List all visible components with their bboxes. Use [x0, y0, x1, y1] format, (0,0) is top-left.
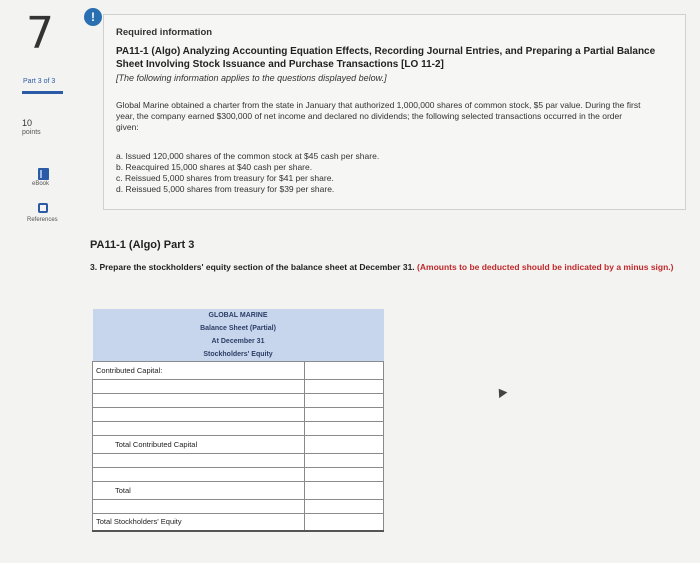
- sheet-statement-name: Balance Sheet (Partial): [93, 322, 384, 335]
- points-value: 10: [22, 118, 33, 128]
- part-indicator[interactable]: Part 3 of 3: [23, 78, 56, 85]
- part-heading: PA11-1 (Algo) Part 3: [90, 239, 195, 251]
- instruction-emphasis: (Amounts to be deducted should be indicated by a minus sign.): [417, 262, 674, 272]
- transaction-item: c. Reissued 5,000 shares from treasury for $41 per share.: [116, 173, 334, 183]
- account-select[interactable]: [93, 453, 305, 467]
- points-label: points: [22, 129, 41, 136]
- alert-icon: !: [84, 8, 102, 26]
- balance-sheet-table: [92, 309, 384, 532]
- problem-intro: Global Marine obtained a charter from the state in January that authorized 1,000,000 shares of common stock, $5 par value. During the first year, the company earned $300,000 of net income and declared no dividends; the following selected transactions occurred in the order given:: [116, 100, 641, 132]
- ebook-link[interactable]: eBook: [32, 181, 50, 187]
- account-select[interactable]: [93, 467, 305, 481]
- amount-input[interactable]: [305, 467, 384, 481]
- account-select[interactable]: [93, 379, 305, 393]
- amount-input[interactable]: [305, 379, 384, 393]
- total-stockholders-equity-label: Total Stockholders' Equity: [93, 513, 305, 531]
- instruction-text: 3. Prepare the stockholders' equity section of the balance sheet at December 31.: [90, 262, 415, 272]
- transaction-item: d. Reissued 5,000 shares from treasury for $39 per share.: [116, 184, 335, 194]
- transaction-item: a. Issued 120,000 shares of the common stock at $45 cash per share.: [116, 151, 380, 161]
- total-contributed-capital-input[interactable]: [305, 435, 384, 453]
- amount-cell: [305, 361, 384, 379]
- amount-input[interactable]: [305, 421, 384, 435]
- total-label: Total: [93, 481, 305, 499]
- references-link[interactable]: References: [27, 217, 58, 223]
- required-information-heading: Required information: [116, 27, 213, 38]
- account-select[interactable]: [93, 499, 305, 513]
- account-select[interactable]: [93, 407, 305, 421]
- amount-input[interactable]: [305, 499, 384, 513]
- problem-title: PA11-1 (Algo) Analyzing Accounting Equation Effects, Recording Journal Entries, and Preparing a Partial Balance Sheet Involving Stock Issuance and Purchase Transactions [LO 11-2]: [116, 46, 656, 70]
- applies-note: [The following information applies to the questions displayed below.]: [116, 73, 387, 83]
- transaction-list: [116, 151, 379, 195]
- amount-input[interactable]: [305, 453, 384, 467]
- total-contributed-capital-label: Total Contributed Capital: [93, 435, 305, 453]
- total-stockholders-equity-input[interactable]: [305, 513, 384, 531]
- sheet-section: Stockholders' Equity: [93, 348, 384, 361]
- account-select[interactable]: [93, 421, 305, 435]
- part-progress-bar: [22, 91, 63, 94]
- required-information-panel: [103, 14, 686, 210]
- sheet-date: At December 31: [93, 335, 384, 348]
- total-input[interactable]: [305, 481, 384, 499]
- instruction: [90, 262, 686, 273]
- references-icon[interactable]: [38, 203, 48, 213]
- part-progress-fill: [22, 91, 63, 94]
- account-select[interactable]: [93, 393, 305, 407]
- ebook-icon[interactable]: [38, 168, 49, 180]
- transaction-item: b. Reacquired 15,000 shares at $40 cash per share.: [116, 162, 313, 172]
- left-rail: [0, 0, 76, 563]
- sheet-company-name: GLOBAL MARINE: [93, 309, 384, 322]
- question-number: 7: [26, 8, 54, 59]
- contributed-capital-label: Contributed Capital:: [93, 361, 305, 379]
- amount-input[interactable]: [305, 407, 384, 421]
- amount-input[interactable]: [305, 393, 384, 407]
- mouse-cursor-icon: [495, 386, 508, 398]
